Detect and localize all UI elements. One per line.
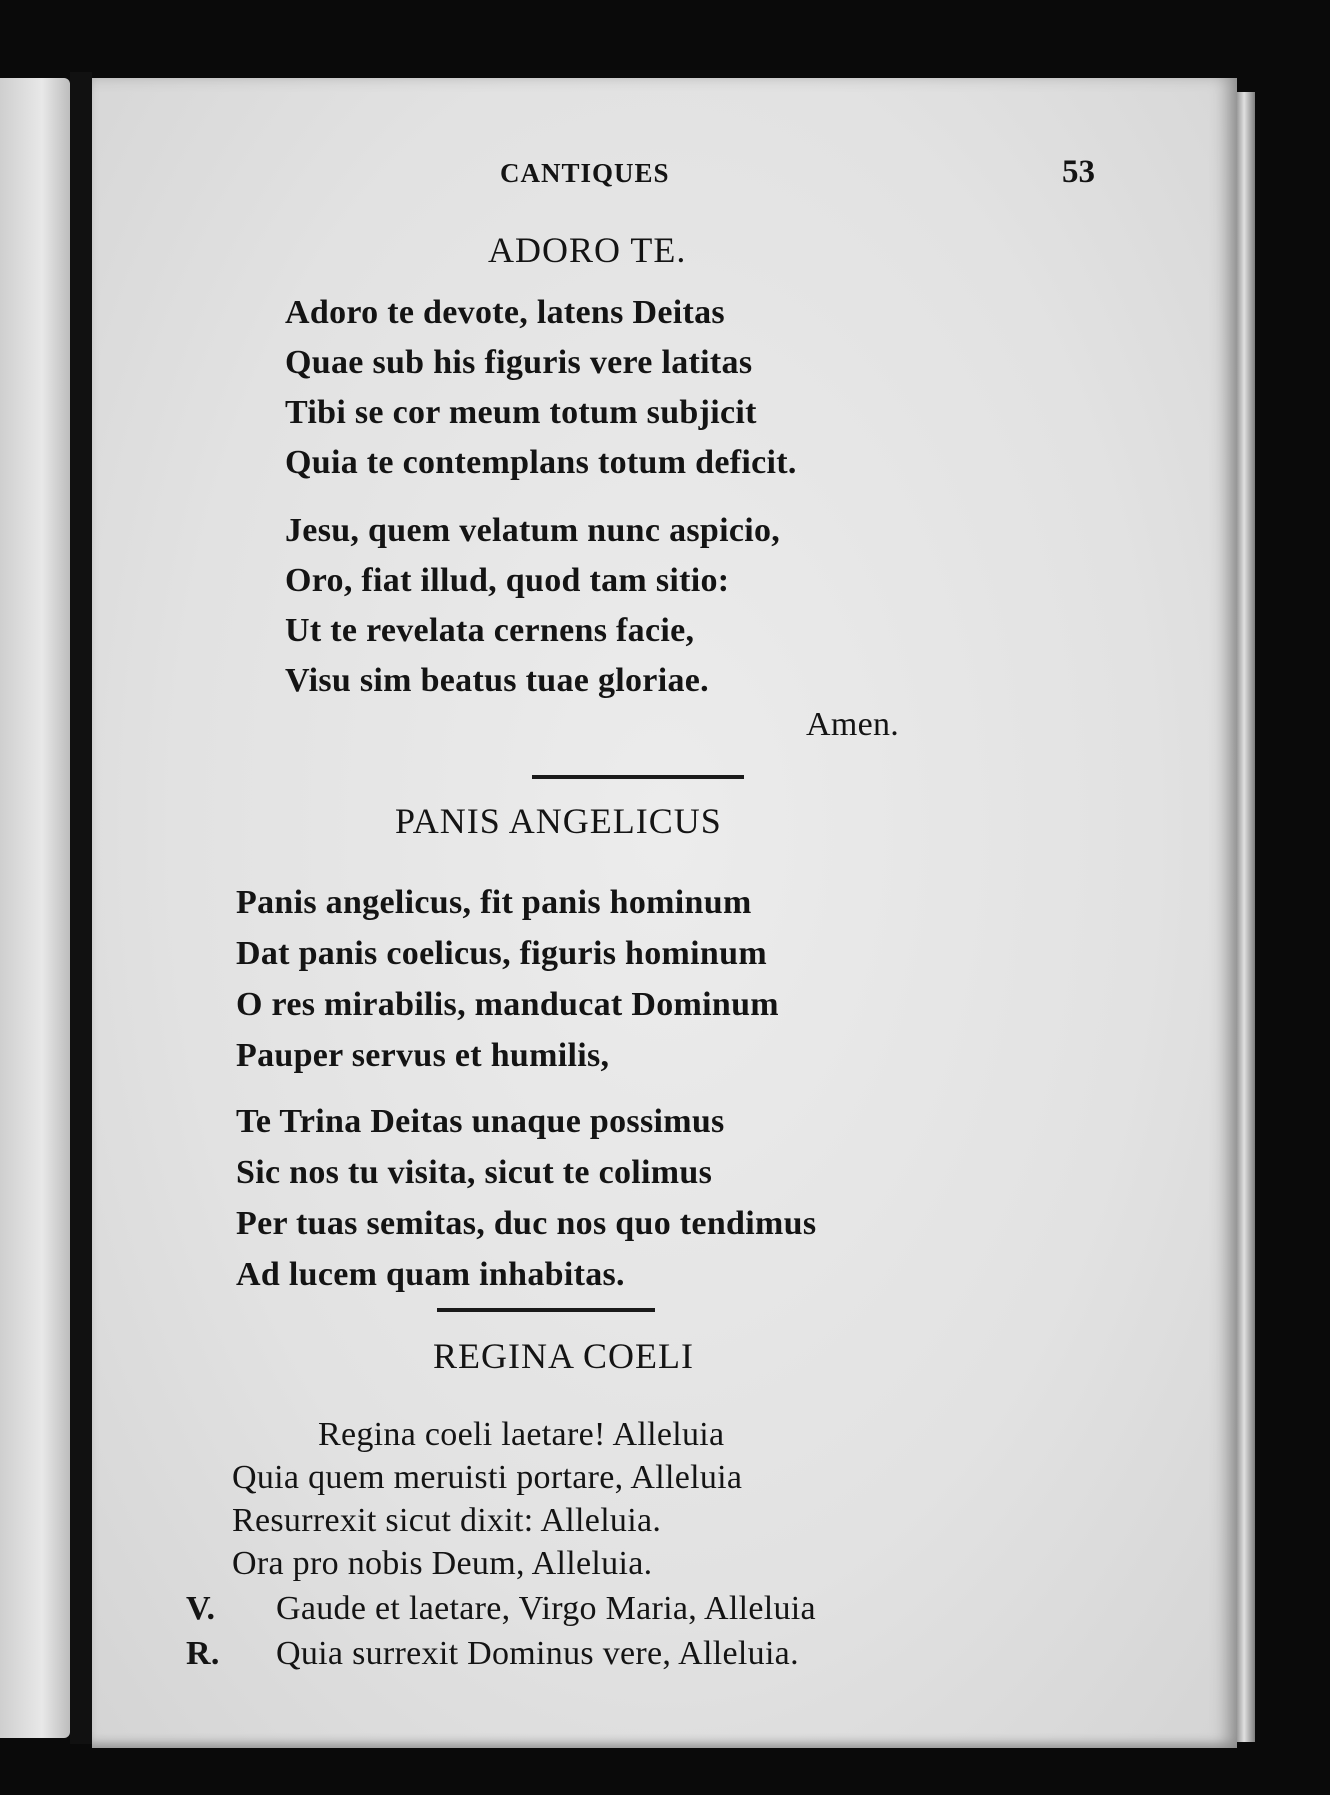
verse-line: Resurrexit sicut dixit: Alleluia. (232, 1502, 662, 1539)
book-gutter (70, 72, 92, 1744)
verse-line: Jesu, quem velatum nunc aspicio, (285, 512, 781, 549)
verse-line: Pauper servus et humilis, (236, 1037, 610, 1074)
verse-line: Ora pro nobis Deum, Alleluia. (232, 1545, 653, 1582)
response-marker: R. (186, 1635, 220, 1672)
section-title-adoro-te: ADORO TE. (488, 230, 687, 270)
verse-line: Ad lucem quam inhabitas. (236, 1256, 625, 1293)
page-right-edge (1237, 92, 1255, 1742)
verse-line: Quia quem meruisti portare, Alleluia (232, 1459, 743, 1496)
versicle-text: Gaude et laetare, Virgo Maria, Alleluia (276, 1590, 816, 1627)
verse-line: Quae sub his figuris vere latitas (285, 344, 753, 381)
verse-line: Te Trina Deitas unaque possimus (236, 1103, 725, 1140)
verse-line: Ut te revelata cernens facie, (285, 612, 695, 649)
response-text: Quia surrexit Dominus vere, Alleluia. (276, 1635, 799, 1672)
amen-line: Amen. (806, 706, 900, 743)
versicle-marker: V. (186, 1590, 216, 1627)
facing-page-edge (0, 78, 70, 1738)
verse-line: O res mirabilis, manducat Dominum (236, 986, 779, 1023)
verse-line: Sic nos tu visita, sicut te colimus (236, 1154, 713, 1191)
verse-line: Oro, fiat illud, quod tam sitio: (285, 562, 730, 599)
section-divider (532, 775, 744, 779)
verse-line: Tibi se cor meum totum subjicit (285, 394, 757, 431)
section-title-regina-coeli: REGINA COELI (433, 1336, 694, 1376)
verse-line: Quia te contemplans totum deficit. (285, 444, 797, 481)
section-divider (437, 1308, 655, 1312)
verse-line: Adoro te devote, latens Deitas (285, 294, 725, 331)
verse-line: Visu sim beatus tuae gloriae. (285, 662, 709, 699)
verse-line: Dat panis coelicus, figuris hominum (236, 935, 767, 972)
page-number: 53 (1062, 154, 1095, 190)
running-head: CANTIQUES (500, 158, 670, 188)
verse-line: Regina coeli laetare! Alleluia (318, 1416, 725, 1453)
verse-line: Panis angelicus, fit panis hominum (236, 884, 752, 921)
section-title-panis-angelicus: PANIS ANGELICUS (395, 801, 722, 841)
verse-line: Per tuas semitas, duc nos quo tendimus (236, 1205, 817, 1242)
